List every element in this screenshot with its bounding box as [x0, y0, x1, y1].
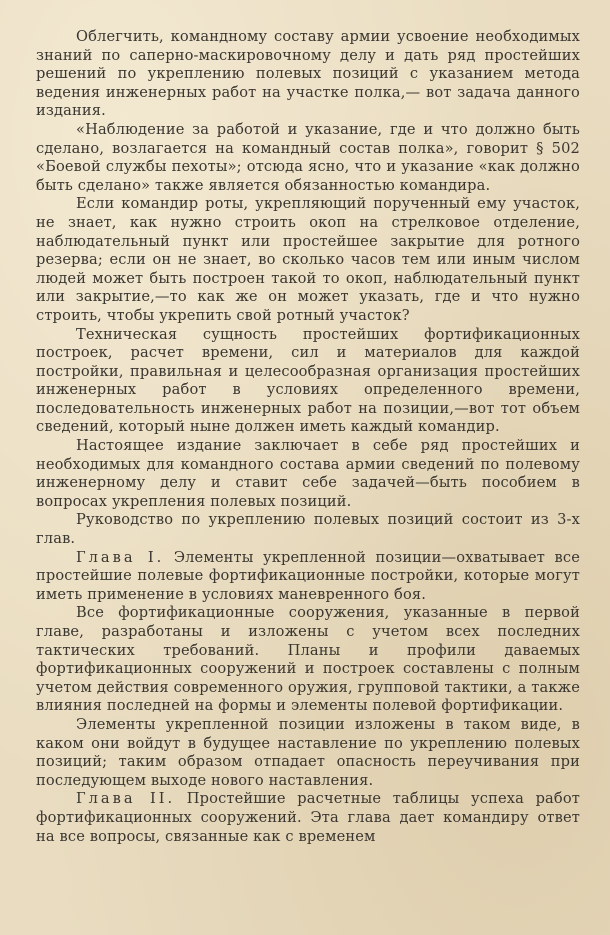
- paragraph-3: [36, 195, 580, 325]
- paragraph-2: [36, 121, 580, 195]
- paragraph-text: Настоящее издание заключает в себе ряд простейших и необходимых для командного состава армии сведений по полевому инженерному делу и ставит себе задачей—быть пособием в вопросах укрепления полевых позиций.: [36, 437, 580, 510]
- paragraph-text: Руководство по укреплению полевых позиций состоит из 3-х глав.: [36, 511, 580, 548]
- document-page: [36, 28, 580, 846]
- paragraph-text: Техническая сущность простейших фортификационных построек, расчет времени, сил и материалов для каждой постройки, правильная и целесообразная организация простейших инженерных работ в условиях определенного времени, последовательность инженерных работ на позиции,—вот тот объем сведений, который ныне должен иметь каждый командир.: [36, 325, 580, 436]
- paragraph-6: [36, 511, 580, 548]
- paragraph-text: Элементы укрепленной позиции—охватывает все простейшие полевые фортификационные постройки, которые могут иметь применение в условиях маневренного боя.: [36, 548, 581, 603]
- paragraph-text: Облегчить, командному составу армии усвоение необходимых знаний по саперно-маскировочному делу и дать ряд простейших решений по укреплению полевых позиций с указанием метода ведения инженерных работ на участке полка,— вот задача данного издания.: [36, 28, 580, 120]
- paragraph-7: [36, 549, 580, 605]
- chapter-label: Глава I.: [76, 548, 165, 566]
- paragraph-text: Простейшие расчетные таблицы успеха работ фортификационных сооружений. Эта глава дает командиру ответ на все вопросы, связанные как с временем: [36, 790, 581, 845]
- paragraph-text: Все фортификационные сооружения, указанные в первой главе, разработаны и изложены с учетом всех последних тактических требований. Планы и профили даваемых фортификационных сооружений и построек составлены с полным учетом действия современного оружия, групповой тактики, а также влияния последней на формы и элементы полевой фортификации.: [36, 604, 580, 715]
- paragraph-text: Элементы укрепленной позиции изложены в таком виде, в каком они войдут в будущее наставление по укреплению полевых позиций; таким образом отпадает опасность переучивания при последующем выходе нового наставления.: [36, 715, 580, 789]
- paragraph-text: Если командир роты, укрепляющий порученный ему участок, не знает, как нужно строить окоп на стрелковое отделение, наблюдательный пункт или простейшее закрытие для ротного резерва; если он не знает, во сколько часов тем или иным числом людей может быть построен такой то окоп, наблюдательный пункт или закрытие,—то как же он может указать, где и что нужно строить, чтобы укрепить свой ротный участок?: [36, 195, 580, 324]
- paragraph-text: «Наблюдение за работой и указание, где и что должно быть сделано, возлагается на командный состав полка», говорит § 502 «Боевой службы пехоты»; отсюда ясно, что и указание «как должно быть сделано» также является обязанностью командира.: [36, 120, 580, 194]
- paragraph-4: [36, 326, 580, 438]
- paragraph-1: [36, 28, 580, 121]
- paragraph-10: [36, 790, 580, 846]
- paragraph-5: [36, 437, 580, 511]
- paragraph-9: [36, 716, 580, 790]
- chapter-label: Глава II.: [76, 790, 176, 808]
- paragraph-8: [36, 604, 580, 716]
